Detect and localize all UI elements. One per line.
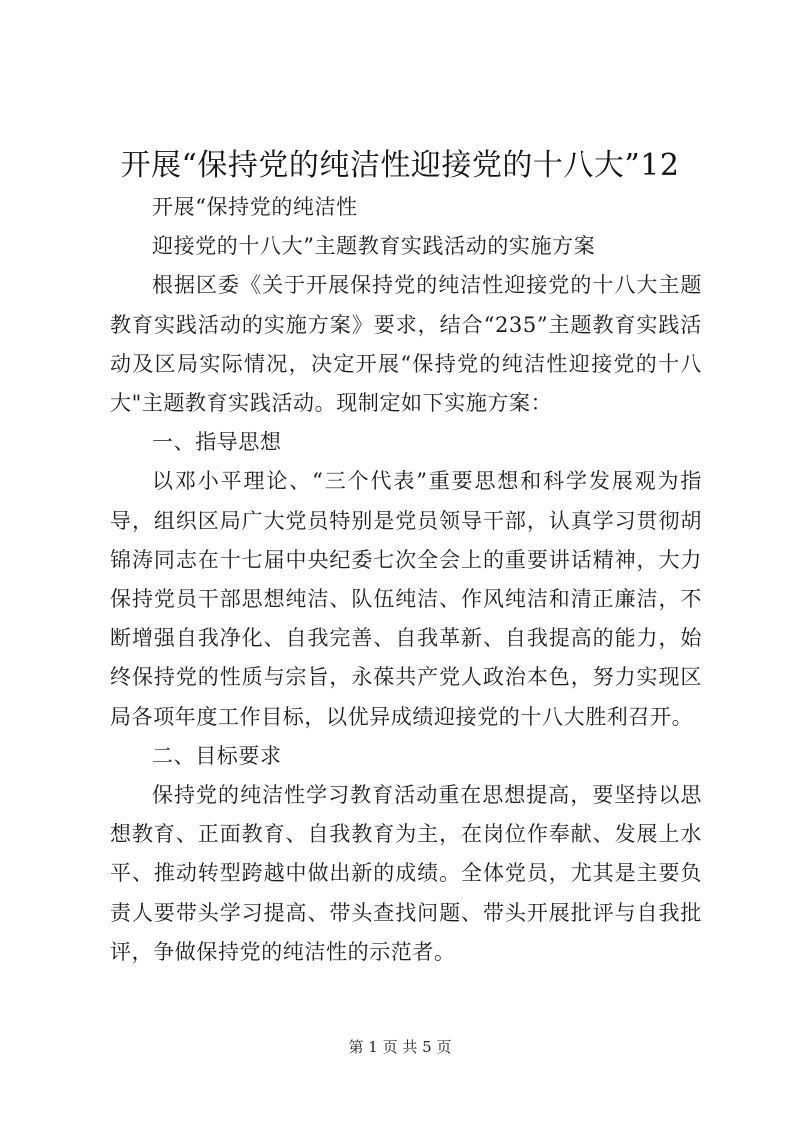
paragraph-intro: 根据区委《关于开展保持党的纯洁性迎接党的十八大主题教育实践活动的实施方案》要求，结合“235”主题教育实践活动及区局实际情况，决定开展“保持党的纯洁性迎接党的十八大"主题教育实践活动。现制定如下实施方案：	[110, 273, 702, 416]
document-body	[110, 188, 702, 972]
section-heading-guiding-ideology: 一、指导思想	[152, 430, 282, 455]
paragraph-heading-line-2: 迎接党的十八大”主题教育实践活动的实施方案	[152, 234, 596, 259]
paragraph-guiding-ideology: 以邓小平理论、“三个代表”重要思想和科学发展观为指导，组织区局广大党员特别是党员领导干部，认真学习贯彻胡锦涛同志在十七届中央纪委七次全会上的重要讲话精神，大力保持党员干部思想纯洁、队伍纯洁、作风纯洁和清正廉洁，不断增强自我净化、自我完善、自我革新、自我提高的能力，始终保持党的性质与宗旨，永葆共产党人政治本色，努力实现区局各项年度工作目标，以优异成绩迎接党的十八大胜利召开。	[110, 469, 702, 729]
page-number-footer: 第 1 页 共 5 页	[348, 1038, 452, 1056]
paragraph-heading-line-1: 开展“保持党的纯洁性	[152, 195, 358, 219]
section-heading-goals: 二、目标要求	[152, 743, 282, 768]
paragraph-goals: 保持党的纯洁性学习教育活动重在思想提高，要坚持以思想教育、正面教育、自我教育为主，在岗位作奉献、发展上水平、推动转型跨越中做出新的成绩。全体党员，尤其是主要负责人要带头学习提高、带头查找问题、带头开展批评与自我批评，争做保持党的纯洁性的示范者。	[110, 783, 702, 964]
document-title: 开展“保持党的纯洁性迎接党的十八大”12	[120, 148, 680, 183]
